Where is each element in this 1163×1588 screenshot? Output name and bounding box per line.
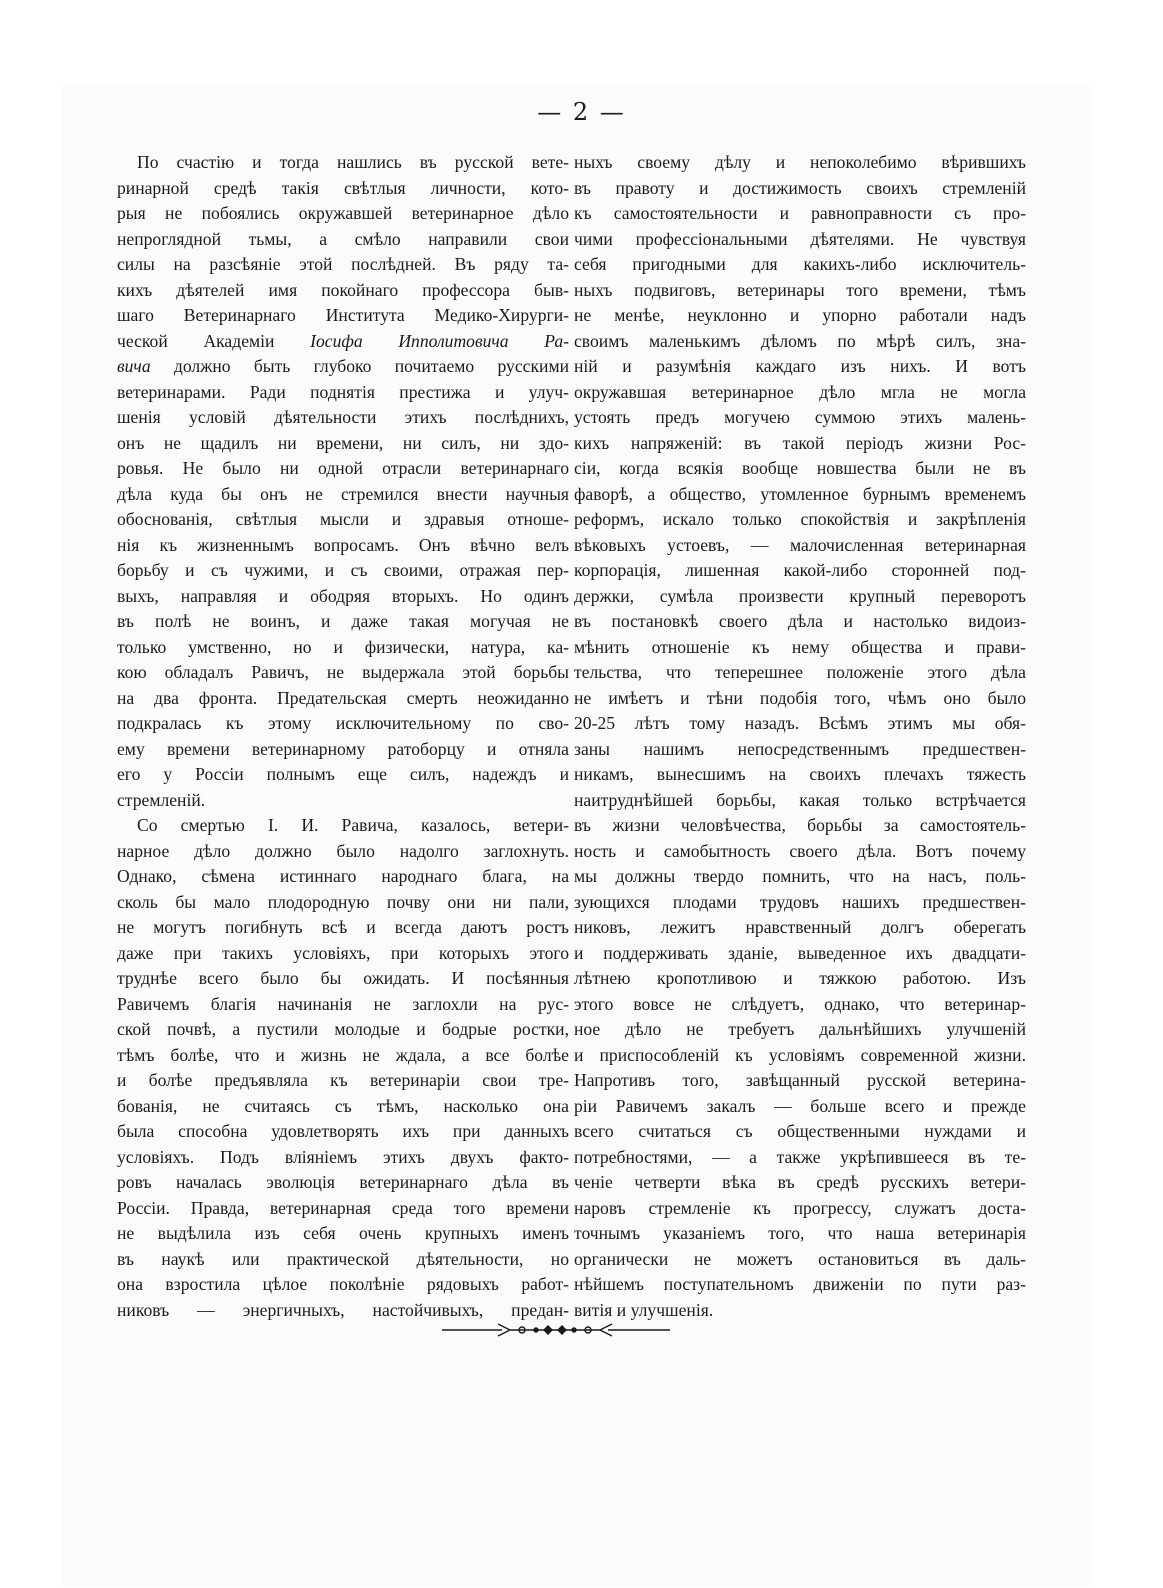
text-line: По счастію и тогда нашлись въ русской вете- — [137, 152, 569, 172]
text-line: сіи, когда всякія вообще новшества были не въ — [574, 458, 1026, 478]
italic-name-segment: Іосифа Ипполитовича Ра- — [310, 330, 569, 351]
text-line: не могутъ погибнуть всѣ и всегда даютъ ростъ — [117, 917, 569, 937]
text-line: окружавшая ветеринарное дѣло мгла не могла — [574, 381, 1026, 402]
text-line: въ правоту и достижимость своихъ стремленій — [574, 177, 1026, 198]
text-line: ветеринарами. Ради поднятія престижа и улуч- — [117, 381, 569, 402]
text-line: не менѣе, неуклонно и упорно работали надъ — [574, 305, 1026, 325]
fleuron-diamond-2 — [558, 1326, 566, 1334]
text-line: къ самостоятельности и равноправности съ про- — [574, 203, 1026, 223]
text-line: въ наукѣ или практической дѣятельности, но — [117, 1248, 569, 1269]
text-line: стремленій. — [117, 789, 206, 810]
text-line: бованія, не считаясь съ тѣмъ, насколько она — [117, 1095, 569, 1116]
text-line: Напротивъ того, завѣщанный русской ветерина- — [574, 1070, 1026, 1090]
text-line: чими профессіональными дѣятелями. Не чувствуя — [574, 228, 1026, 249]
text-line: тельства, что теперешнее положеніе этого дѣла — [574, 662, 1026, 682]
text-line: тѣмъ болѣе, что и жизнь не ждала, а все болѣе — [117, 1044, 569, 1065]
text-line: ченіе четверти вѣка въ средѣ русскихъ ветери- — [574, 1172, 1026, 1192]
text-line-segment: ческой Академіи — [117, 330, 311, 351]
text-line: была способна удовлетворять ихъ при данныхъ — [117, 1121, 569, 1141]
text-line: кихъ напряженій: въ такой періодъ жизни Рос- — [574, 432, 1026, 453]
text-line: ской почвѣ, а пустили молодые и бодрые ростки, — [117, 1019, 569, 1039]
text-line: наровъ стремленіе къ прогрессу, служатъ доста- — [574, 1197, 1026, 1218]
text-line: себя пригодными для какихъ-либо исключитель- — [574, 254, 1026, 274]
text-line: труднѣе всего было бы ожидать. И посѣянныя — [117, 968, 569, 988]
text-line: ему времени ветеринарному ратоборцу и отняла — [117, 738, 569, 759]
text-line: Равичемъ благія начинанія не заглохли на рус- — [117, 993, 569, 1014]
text-line: сколь бы мало плодородную почву они ни пали, — [117, 891, 569, 912]
text-line: дѣла куда бы онъ не стремился внести научныя — [117, 483, 569, 504]
text-line: Однако, сѣмена истиннаго народнаго блага, на — [117, 866, 569, 886]
text-line — [117, 354, 569, 380]
text-line: шенія условій дѣятельности этихъ послѣднихъ, — [117, 407, 569, 427]
right-text-column — [574, 150, 1026, 1323]
text-line: заны нашимъ непосредственнымъ предшествен- — [574, 738, 1026, 759]
text-line: не выдѣлила изъ себя очень крупныхъ именъ — [117, 1223, 569, 1243]
text-line: никамъ, вынесшимъ на своихъ плечахъ тяжесть — [574, 764, 1026, 784]
text-line: ній и разумѣнія каждаго изъ нихъ. И вотъ — [574, 356, 1026, 376]
text-line: потребностями, — а также укрѣпившееся въ те- — [574, 1146, 1026, 1167]
text-line: ныхъ своему дѣлу и непоколебимо вѣрившихъ — [574, 152, 1026, 172]
text-line: шаго Ветеринарнаго Института Медико-Хирурги- — [117, 305, 569, 325]
text-line: органически не можетъ остановиться въ даль- — [574, 1248, 1026, 1269]
text-line: лѣтнею кропотливою и тяжкою работою. Изъ — [574, 968, 1026, 988]
text-line: на два фронта. Предательская смерть неожиданно — [117, 687, 569, 708]
text-line: наитруднѣйшей борьбы, какая только встрѣчается — [574, 789, 1026, 810]
text-line: фаворѣ, а общество, утомленное бурнымъ временемъ — [574, 483, 1026, 504]
text-line: никовъ — энергичныхъ, настойчивыхъ, предан- — [117, 1299, 569, 1320]
italic-name-segment: вича — [117, 356, 151, 376]
text-line: реформъ, искало только спокойствія и закрѣпленія — [574, 509, 1026, 529]
text-line: рыя не побоялись окружавшей ветеринарное дѣло — [117, 203, 569, 223]
text-line: даже при такихъ условіяхъ, при которыхъ этого — [117, 942, 569, 963]
text-line: никовъ, лежитъ нравственный долгъ оберегать — [574, 917, 1026, 937]
text-line: этого вовсе не слѣдуетъ, однако, что ветеринар- — [574, 993, 1026, 1014]
text-line: своимъ маленькимъ дѣломъ по мѣрѣ силъ, зна- — [574, 330, 1026, 351]
page-number: — 2 — — [537, 98, 626, 126]
text-line: держки, сумѣла произвести крупный переворотъ — [574, 585, 1026, 606]
text-line: ріи Равичемъ закалъ — больше всего и прежде — [574, 1095, 1026, 1116]
text-line — [117, 329, 569, 355]
text-line-segment: должно быть глубоко почитаемо русскими — [150, 356, 569, 376]
fleuron-divider-icon — [440, 1318, 672, 1342]
text-line: нарное дѣло должно было надолго заглохнуть. — [117, 840, 569, 861]
text-line: зующихся плодами трудовъ нашихъ предшествен- — [574, 891, 1026, 912]
text-line: 20-25 лѣтъ тому назадъ. Всѣмъ этимъ мы обя- — [574, 713, 1026, 733]
fleuron-diamond-1 — [544, 1326, 552, 1334]
text-line: ное дѣло не требуетъ дальнѣйшихъ улучшеній — [574, 1019, 1026, 1039]
text-line: мы должны твердо помнить, что на насъ, поль- — [574, 866, 1026, 886]
text-line: и болѣе предъявляла къ ветеринаріи свои тре- — [117, 1070, 569, 1090]
text-line: условіяхъ. Подъ вліяніемъ этихъ двухъ факто- — [117, 1146, 569, 1167]
text-line: вѣковыхъ устоевъ, — малочисленная ветеринарная — [574, 534, 1026, 555]
text-line: она взростила цѣлое поколѣніе рядовыхъ работ- — [117, 1274, 569, 1294]
text-line: только умственно, но и физически, натура, ка- — [117, 636, 569, 657]
text-line: силы на разсѣяніе этой послѣдней. Въ ряду та- — [117, 254, 569, 274]
text-line: ность и самобытность своего дѣла. Вотъ почему — [574, 840, 1026, 861]
text-line: выхъ, направляя и ободряя вторыхъ. Но одинъ — [117, 585, 569, 606]
text-line: ровъ началась эволюція ветеринарнаго дѣла въ — [117, 1172, 569, 1192]
text-line: устоять предъ могучею суммою этихъ малень- — [574, 407, 1026, 427]
text-line: точнымъ указаніемъ того, что наша ветеринарія — [574, 1223, 1026, 1243]
text-line: не имѣетъ и тѣни подобія того, чѣмъ оно было — [574, 687, 1026, 708]
text-line: и поддерживать зданіе, выведенное ихъ двадцати- — [574, 942, 1026, 963]
text-line: онъ не щадилъ ни времени, ни силъ, ни здо- — [117, 432, 569, 453]
text-line: ныхъ подвиговъ, ветеринары того времени, тѣмъ — [574, 279, 1026, 300]
text-line: ринарной средѣ такія свѣтлыя личности, кото- — [117, 177, 569, 198]
text-line: борьбу и съ чужими, и съ своими, отражая пер- — [117, 560, 569, 580]
text-line: кихъ дѣятелей имя покойнаго профессора быв- — [117, 279, 569, 300]
text-line: всего считаться съ общественными нуждами и — [574, 1121, 1026, 1141]
text-line: Россіи. Правда, ветеринарная среда того времени — [117, 1197, 569, 1218]
left-text-column — [117, 150, 569, 1323]
text-line: и приспособленій къ условіямъ современной жизни. — [574, 1044, 1026, 1065]
text-line: въ постановкѣ своего дѣла и настолько видоиз- — [574, 611, 1026, 631]
text-line: корпорація, лишенная какой-либо сторонней под- — [574, 560, 1026, 580]
text-line: мѣнить отношеніе къ нему общества и прави- — [574, 636, 1026, 657]
text-line: кою обладалъ Равичъ, не выдержала этой борьбы — [117, 662, 569, 682]
text-line: витія и улучшенія. — [574, 1299, 714, 1320]
text-line: обоснованія, свѣтлыя мысли и здравыя отноше- — [117, 509, 569, 529]
fleuron-dot-1 — [534, 1328, 538, 1332]
text-line: ровья. Не было ни одной отрасли ветеринарнаго — [117, 458, 569, 478]
text-line: въ жизни человѣчества, борьбы за самостоятель- — [574, 815, 1026, 835]
text-line: подкралась къ этому исключительному по сво- — [117, 713, 569, 733]
text-line: нія къ жизненнымъ вопросамъ. Онъ вѣчно велъ — [117, 534, 569, 555]
text-line: нѣйшемъ поступательномъ движеніи по пути раз- — [574, 1274, 1026, 1294]
text-line: его у Россіи полнымъ еще силъ, надеждъ и — [117, 764, 569, 784]
text-line: въ полѣ не воинъ, и даже такая могучая не — [117, 611, 569, 631]
text-line: непроглядной тьмы, а смѣло направили свои — [117, 228, 569, 249]
fleuron-dot-2 — [572, 1328, 576, 1332]
text-line: Со смертью I. И. Равича, казалось, ветери- — [137, 815, 569, 835]
